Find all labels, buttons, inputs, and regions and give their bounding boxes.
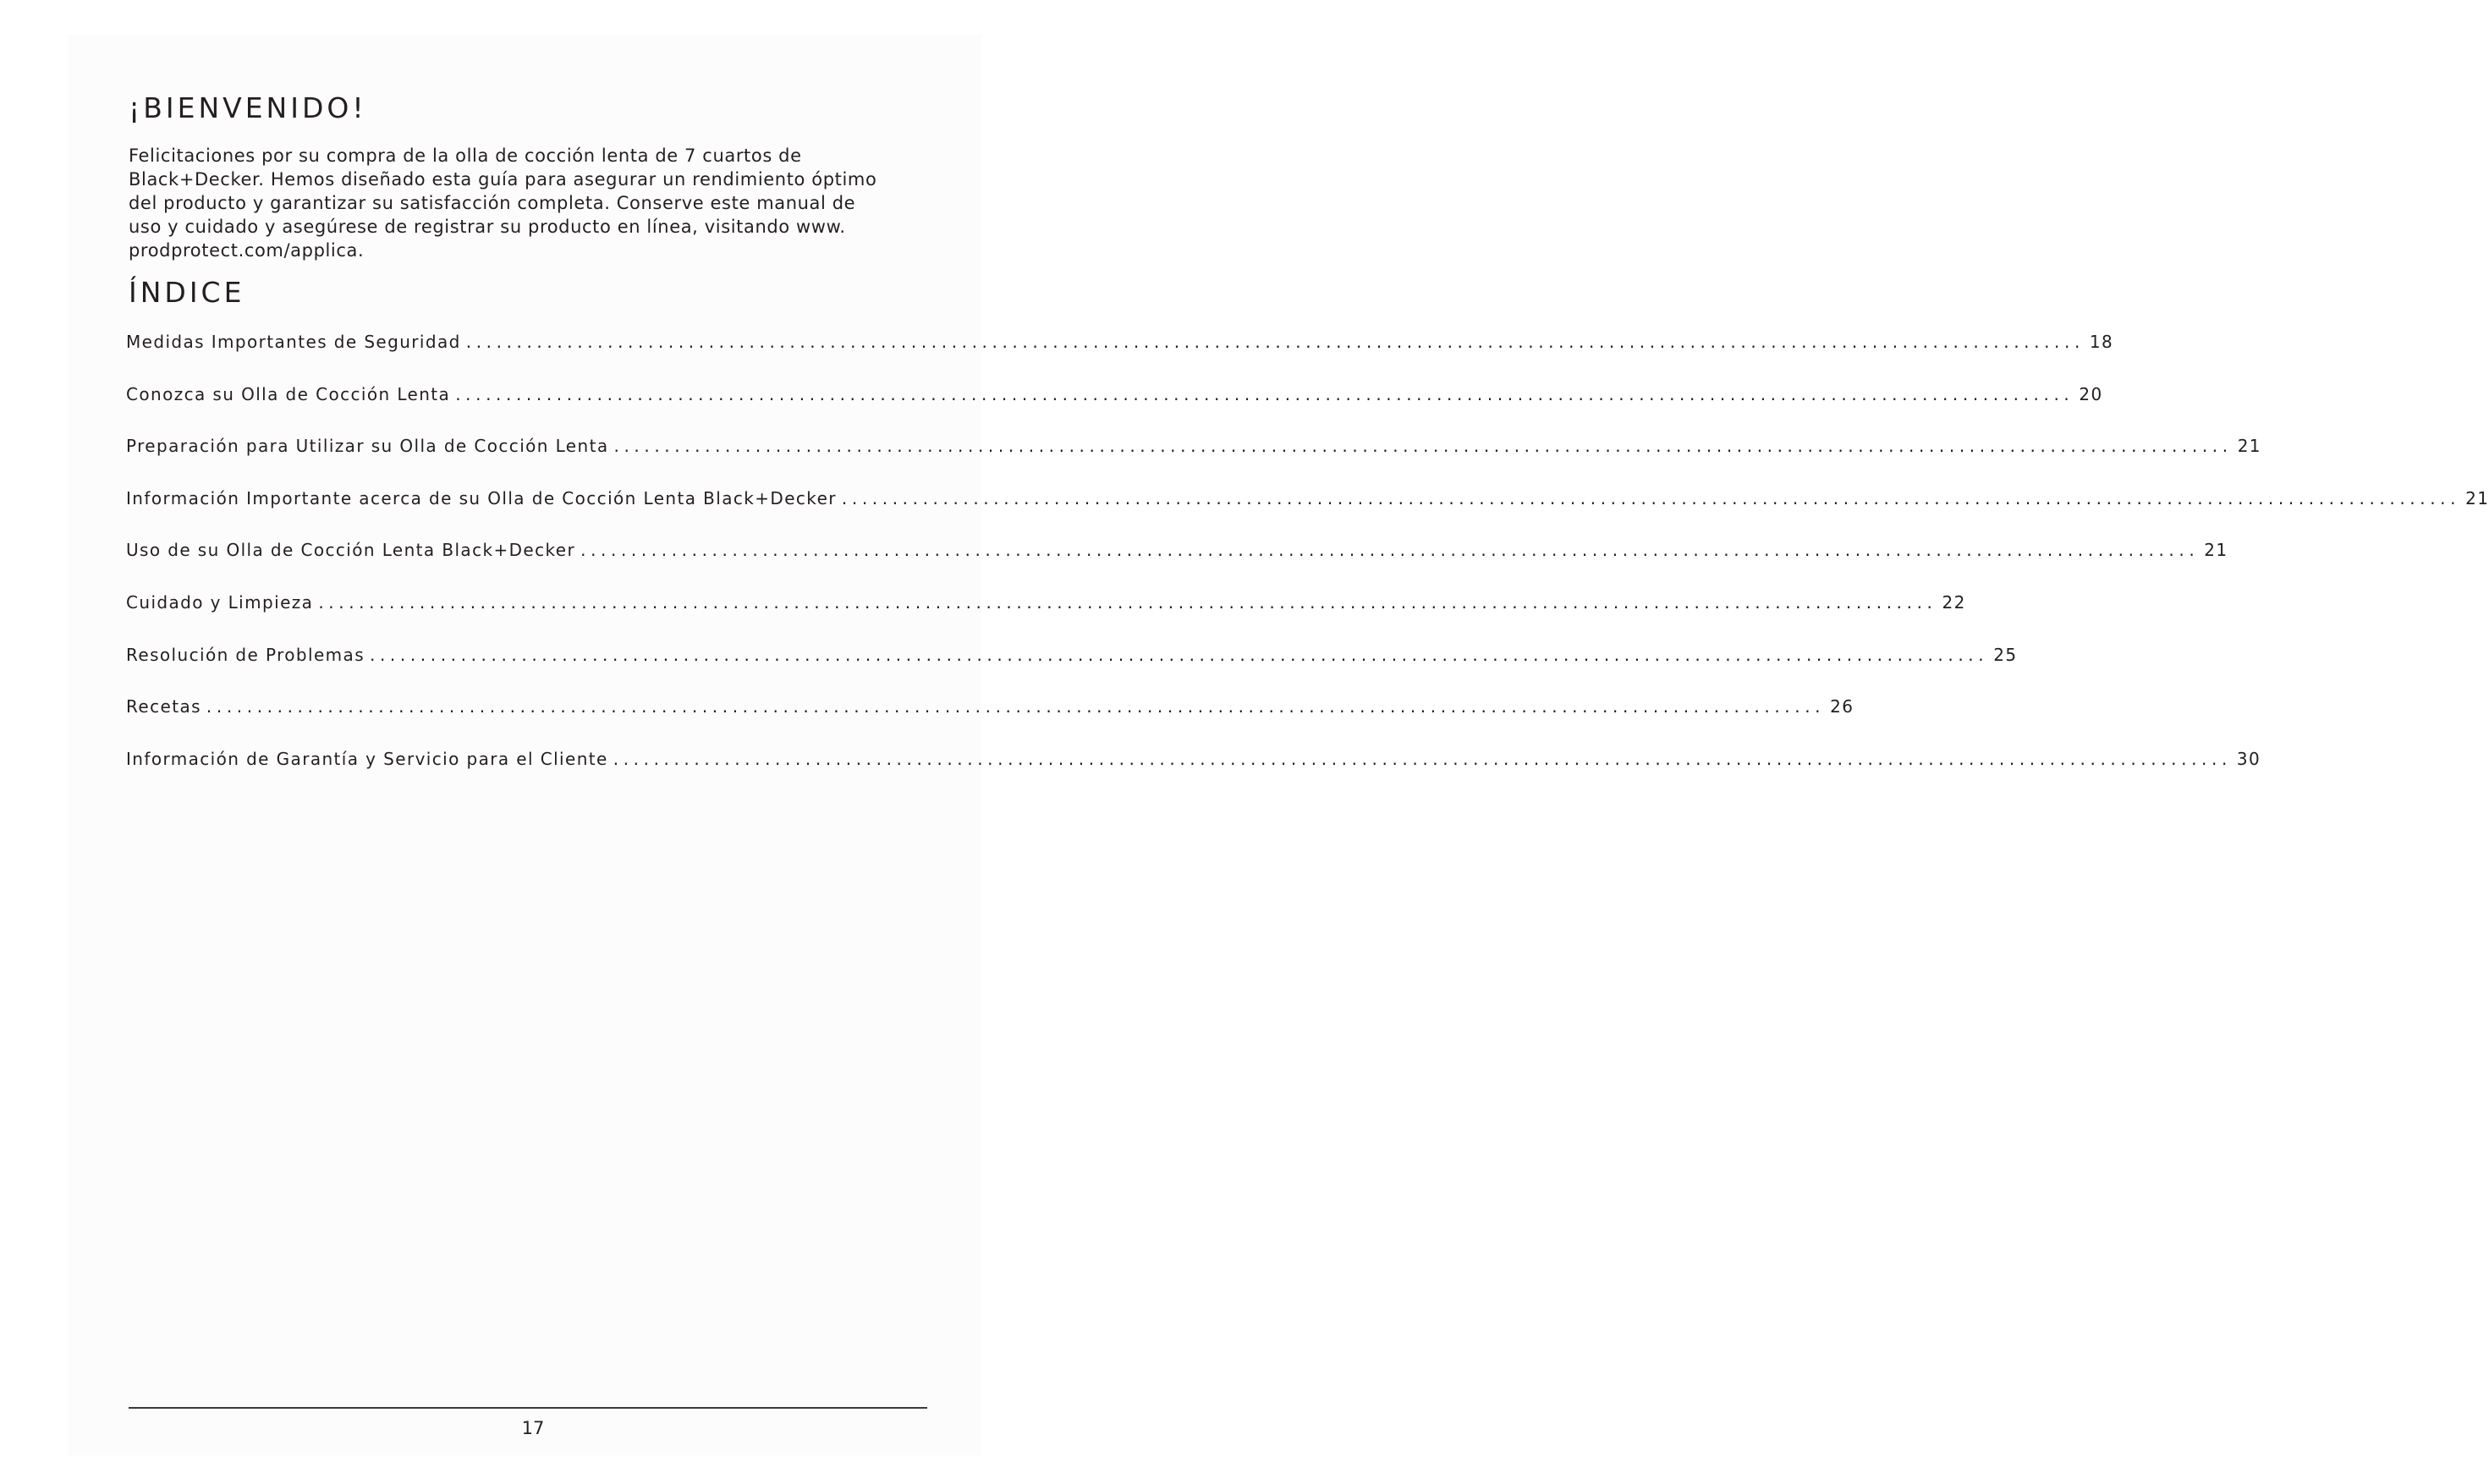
toc-entry-title: Medidas Importantes de Seguridad [126,332,461,352]
toc-dot-leader: ................................................................................................................................................................ [465,332,2085,352]
toc-dot-leader: ................................................................................................................................................................ [318,591,1937,613]
toc-entry-page: 25 [1993,644,2018,665]
table-of-contents [126,332,2489,800]
toc-entry-page: 21 [2237,436,2261,457]
welcome-heading: ¡BIENVENIDO! [129,91,367,124]
toc-entry [126,591,1966,645]
footer-divider [129,1407,927,1409]
page-number: 17 [521,1418,545,1438]
toc-entry-page: 30 [2236,748,2261,769]
toc-entry-page: 20 [2079,383,2103,404]
toc-entry-title: Conozca su Olla de Cocción Lenta [126,383,451,404]
toc-entry-title: Recetas [126,696,201,717]
toc-entry-page: 22 [1942,591,1966,613]
toc-entry-title: Uso de su Olla de Cocción Lenta Black+Decker [126,540,576,561]
welcome-line: prodprotect.com/applica. [129,240,365,261]
toc-dot-leader: ................................................................................................................................................................ [370,644,1989,665]
toc-entry-title: Resolución de Problemas [126,644,365,665]
toc-dot-leader: ................................................................................................................................................................ [613,436,2233,457]
toc-entry-page: 18 [2089,332,2114,352]
toc-entry [126,644,2018,697]
toc-entry [126,383,2103,437]
toc-entry [126,748,2261,801]
toc-entry [126,696,1854,749]
welcome-line: Black+Decker. Hemos diseñado esta guía para asegurar un rendimiento óptimo [129,169,877,190]
welcome-line: uso y cuidado y asegúrese de registrar su producto en línea, visitando www. [129,217,846,237]
welcome-line: Felicitaciones por su compra de la olla de cocción lenta de 7 cuartos de [129,146,802,166]
welcome-line: del producto y garantizar su satisfacción completa. Conserve este manual de [129,193,856,213]
toc-dot-leader: ................................................................................................................................................................ [841,487,2461,508]
toc-dot-leader: ................................................................................................................................................................ [455,383,2074,404]
toc-dot-leader: ................................................................................................................................................................ [580,540,2200,561]
toc-entry [126,332,2114,384]
toc-dot-leader: ................................................................................................................................................................ [613,748,2232,769]
toc-entry-title: Información Importante acerca de su Olla de Cocción Lenta Black+Decker [126,487,837,508]
toc-entry [126,487,2489,541]
toc-entry [126,436,2261,488]
toc-entry-title: Preparación para Utilizar su Olla de Cocción Lenta [126,436,609,457]
toc-entry-page: 21 [2465,487,2489,508]
toc-entry-title: Información de Garantía y Servicio para el Cliente [126,748,608,769]
toc-dot-leader: ................................................................................................................................................................ [206,696,1826,717]
toc-entry-title: Cuidado y Limpieza [126,591,314,613]
index-heading: ÍNDICE [129,276,245,309]
toc-entry-page: 26 [1830,696,1854,717]
welcome-paragraph [129,144,890,262]
toc-entry-page: 21 [2204,540,2228,561]
toc-entry [126,540,2228,592]
